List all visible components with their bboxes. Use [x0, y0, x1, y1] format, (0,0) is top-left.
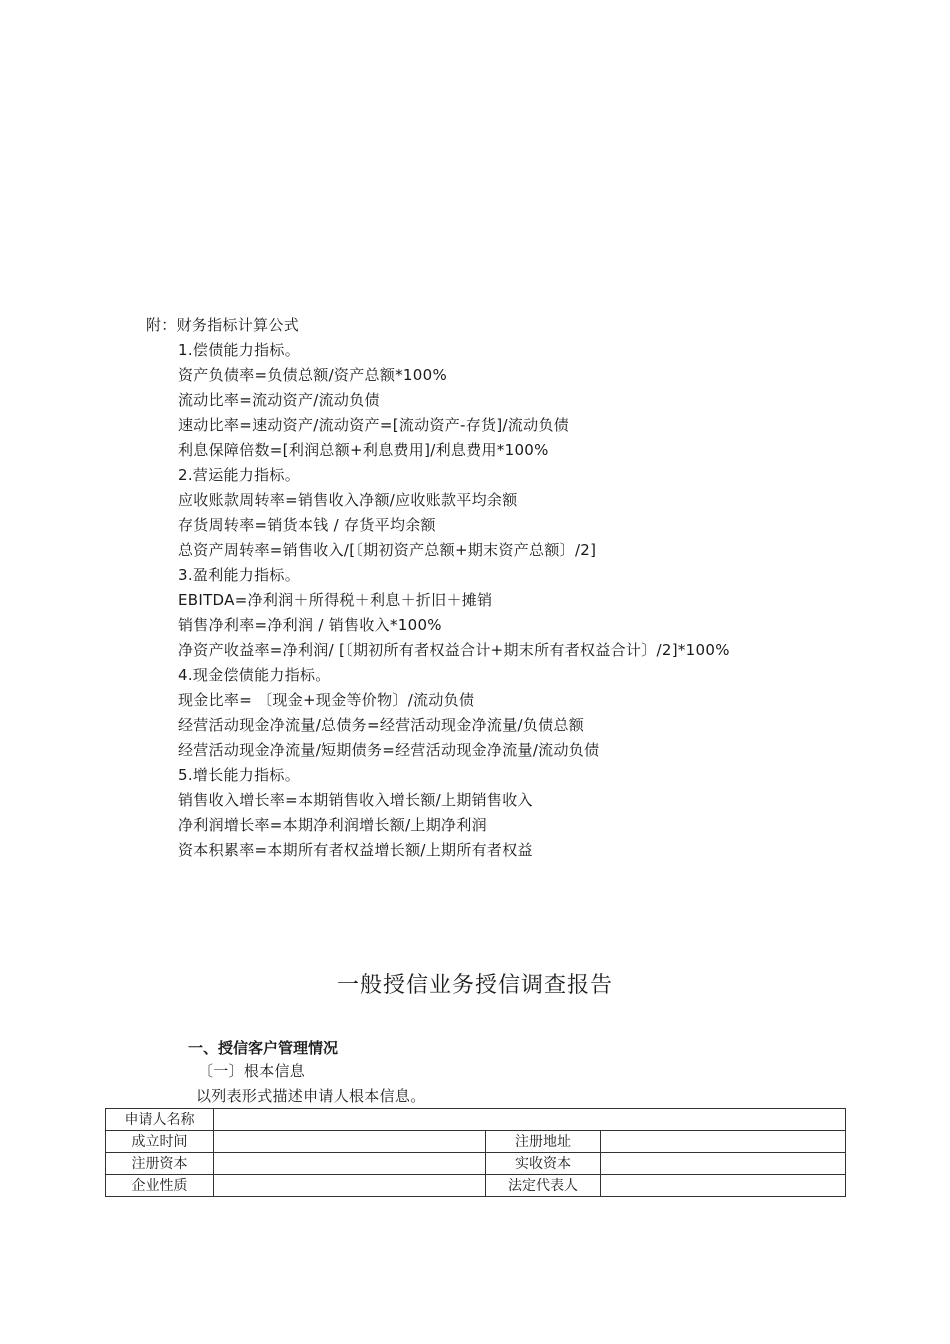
registered-capital-value[interactable]: [214, 1153, 486, 1175]
formula-line: 3.盈利能力指标。: [178, 566, 301, 584]
formula-line: 资本积累率=本期所有者权益增长额/上期所有者权益: [178, 841, 533, 859]
established-date-label: 成立时间: [106, 1131, 214, 1153]
table-row: [106, 1131, 846, 1153]
section-description: 以列表形式描述申请人根本信息。: [196, 1087, 426, 1105]
subsection-heading: 〔一〕根本信息: [198, 1062, 306, 1080]
table-row: [106, 1175, 846, 1197]
table-row: [106, 1109, 846, 1131]
formula-line: 存货周转率=销货本钱 / 存货平均余额: [178, 516, 436, 534]
table-row: [106, 1153, 846, 1175]
section-heading: 一、授信客户管理情况: [188, 1039, 339, 1057]
paid-in-capital-label: 实收资本: [486, 1153, 601, 1175]
formula-line: 2.营运能力指标。: [178, 466, 301, 484]
formula-line: 经营活动现金净流量/总债务=经营活动现金净流量/负债总额: [178, 716, 585, 734]
enterprise-type-value[interactable]: [214, 1175, 486, 1197]
formula-line: 流动比率=流动资产/流动负债: [178, 391, 380, 409]
formula-line: 应收账款周转率=销售收入净额/应收账款平均余额: [178, 491, 518, 509]
enterprise-type-label: 企业性质: [106, 1175, 214, 1197]
formula-line: 资产负债率=负债总额/资产总额*100%: [178, 366, 448, 384]
legal-representative-label: 法定代表人: [486, 1175, 601, 1197]
formula-line: 4.现金偿债能力指标。: [178, 666, 331, 684]
formula-line: 1.偿债能力指标。: [178, 341, 301, 359]
formula-line: 销售净利率=净利润 / 销售收入*100%: [178, 616, 442, 634]
registered-address-value[interactable]: [601, 1131, 846, 1153]
formula-line: 销售收入增长率=本期销售收入增长额/上期销售收入: [178, 791, 533, 809]
report-title: 一般授信业务授信调查报告: [336, 973, 613, 998]
formula-line: 净利润增长率=本期净利润增长额/上期净利润: [178, 816, 487, 834]
formula-line: 净资产收益率=净利润/ [〔期初所有者权益合计+期末所有者权益合计〕/2]*100%: [178, 641, 730, 659]
formula-line: 利息保障倍数=[利润总额+利息费用]/利息费用*100%: [178, 441, 549, 459]
applicant-name-label: 申请人名称: [106, 1109, 214, 1131]
established-date-value[interactable]: [214, 1131, 486, 1153]
registered-address-label: 注册地址: [486, 1131, 601, 1153]
registered-capital-label: 注册资本: [106, 1153, 214, 1175]
formula-line: EBITDA=净利润＋所得税＋利息＋折旧＋摊销: [178, 591, 493, 609]
applicant-name-value[interactable]: [214, 1109, 846, 1131]
paid-in-capital-value[interactable]: [601, 1153, 846, 1175]
formula-line: 速动比率=速动资产/流动资产=[流动资产-存货]/流动负债: [178, 416, 570, 434]
appendix-title: 附：财务指标计算公式: [146, 316, 300, 334]
formula-line: 经营活动现金净流量/短期债务=经营活动现金净流量/流动负债: [178, 741, 600, 759]
formula-line: 5.增长能力指标。: [178, 766, 301, 784]
basic-info-table: [105, 1108, 846, 1197]
formula-line: 总资产周转率=销售收入/[〔期初资产总额+期末资产总额〕/2]: [178, 541, 597, 559]
formula-line: 现金比率= 〔现金+现金等价物〕/流动负债: [178, 691, 475, 709]
legal-representative-value[interactable]: [601, 1175, 846, 1197]
